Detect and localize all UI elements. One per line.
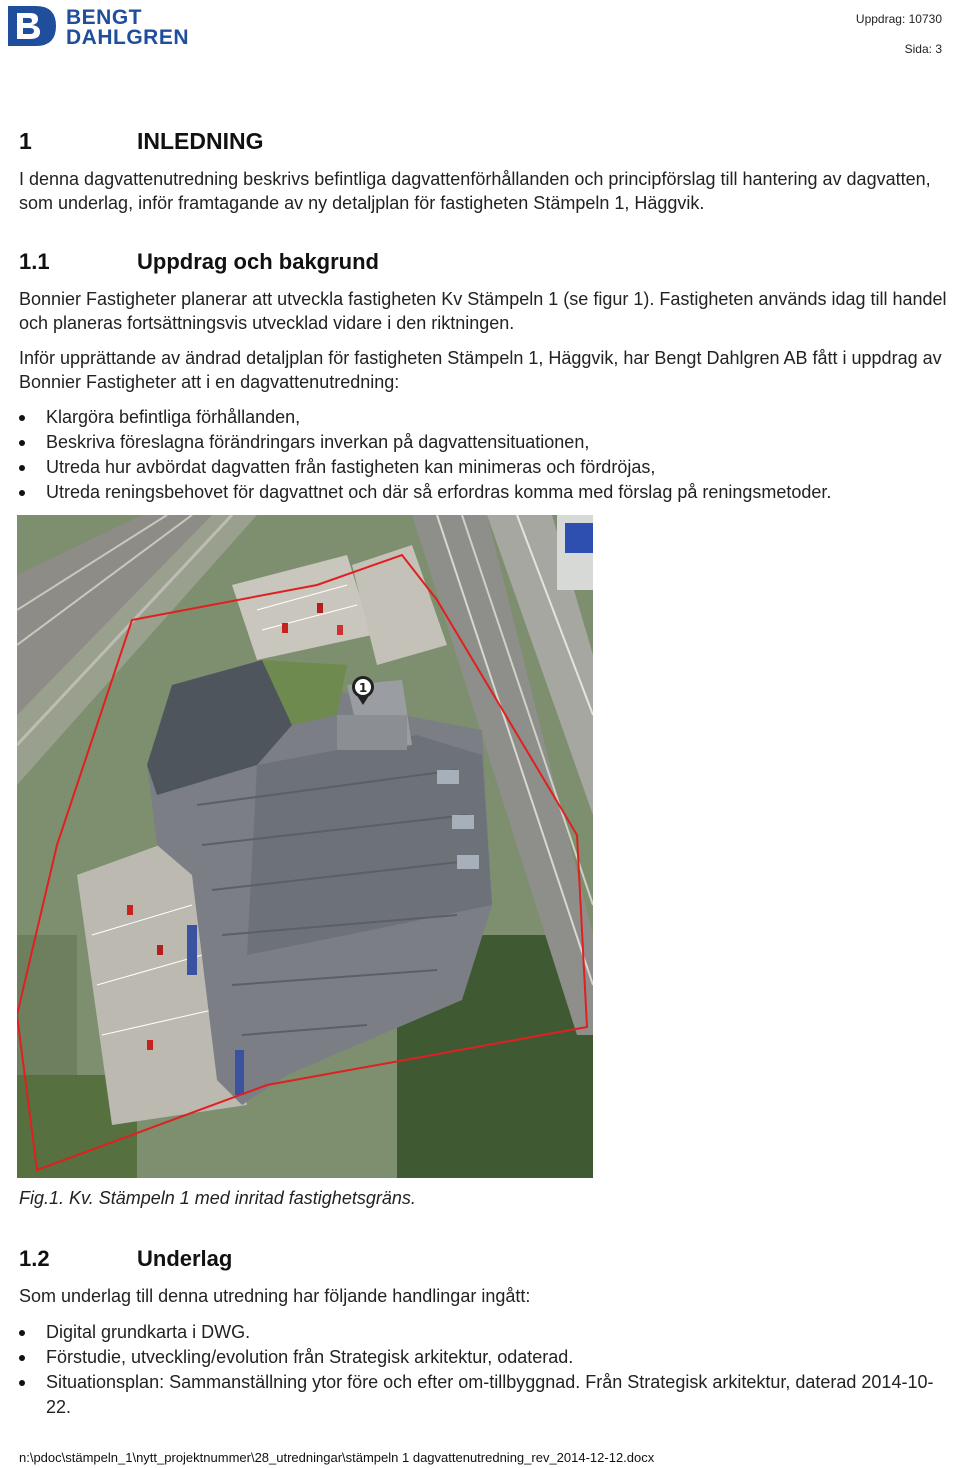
aerial-photo [17,515,593,1178]
underlag-list [19,1320,949,1420]
heading-uppdrag [19,249,379,275]
logo-line-bengt: BENGT [66,6,142,29]
background-paragraph: Bonnier Fastigheter planerar att utveckla fastigheten Kv Stämpeln 1 (se figur 1). Fastigheten används idag till handel och planeras fortsättningsvis utvecklad vidare i den riktningen. [19,289,947,333]
aerial-photo-illustration [17,515,593,1178]
list-item: Utreda hur avbördat dagvatten från fastigheten kan minimeras och fördröjas, [19,455,949,480]
assignment-list [19,405,949,505]
list-item: Förstudie, utveckling/evolution från Strategisk arkitektur, odaterad. [19,1345,949,1370]
list-item: Digital grundkarta i DWG. [19,1320,949,1345]
marker-label: 1 [358,681,368,695]
heading-number: 1.2 [19,1246,50,1271]
header-meta [856,4,942,64]
intro-paragraph: I denna dagvattenutredning beskrivs befintliga dagvattenförhållanden och principförslag till hantering av dagvatten, som underlag, inför framtagande av ny detaljplan för fastigheten Stämpeln 1, Häggvik. [19,169,931,213]
assignment-paragraph: Inför upprättande av ändrad detaljplan för fastigheten Stämpeln 1, Häggvik, har Bengt Dahlgren AB fått i uppdrag av Bonnier Fastigheter att i en dagvattenutredning: [19,348,942,392]
page-number: Sida: 3 [904,42,942,56]
heading-title: Underlag [137,1246,233,1271]
bd-logo-mark-icon [6,4,60,48]
list-item: Utreda reningsbehovet för dagvattnet och där så erfordras komma med förslag på reningsmetoder. [19,480,949,505]
logo-text [66,8,189,48]
heading-number: 1.1 [19,249,50,274]
file-path-footer: n:\pdoc\stämpeln_1\nytt_projektnummer\28_utredningar\stämpeln 1 dagvattenutredning_rev_2014-12-12.docx [19,1450,655,1465]
list-item: Situationsplan: Sammanställning ytor före och efter om-tillbyggnad. Från Strategisk arkitektur, daterad 2014-10-22. [19,1370,949,1420]
heading-number: 1 [19,128,32,154]
heading-title: Uppdrag och bakgrund [137,249,379,274]
heading-underlag [19,1246,232,1272]
underlag-intro: Som underlag till denna utredning har följande handlingar ingått: [19,1286,531,1306]
company-logo [6,4,189,50]
heading-title: INLEDNING [137,128,264,154]
list-item: Beskriva föreslagna förändringars inverkan på dagvattensituationen, [19,430,949,455]
list-item: Klargöra befintliga förhållanden, [19,405,949,430]
figure-caption: Fig.1. Kv. Stämpeln 1 med inritad fastighetsgräns. [19,1188,416,1208]
logo-line-dahlgren: DAHLGREN [66,26,189,49]
assignment-number: Uppdrag: 10730 [855,12,942,26]
heading-inledning [19,128,264,155]
